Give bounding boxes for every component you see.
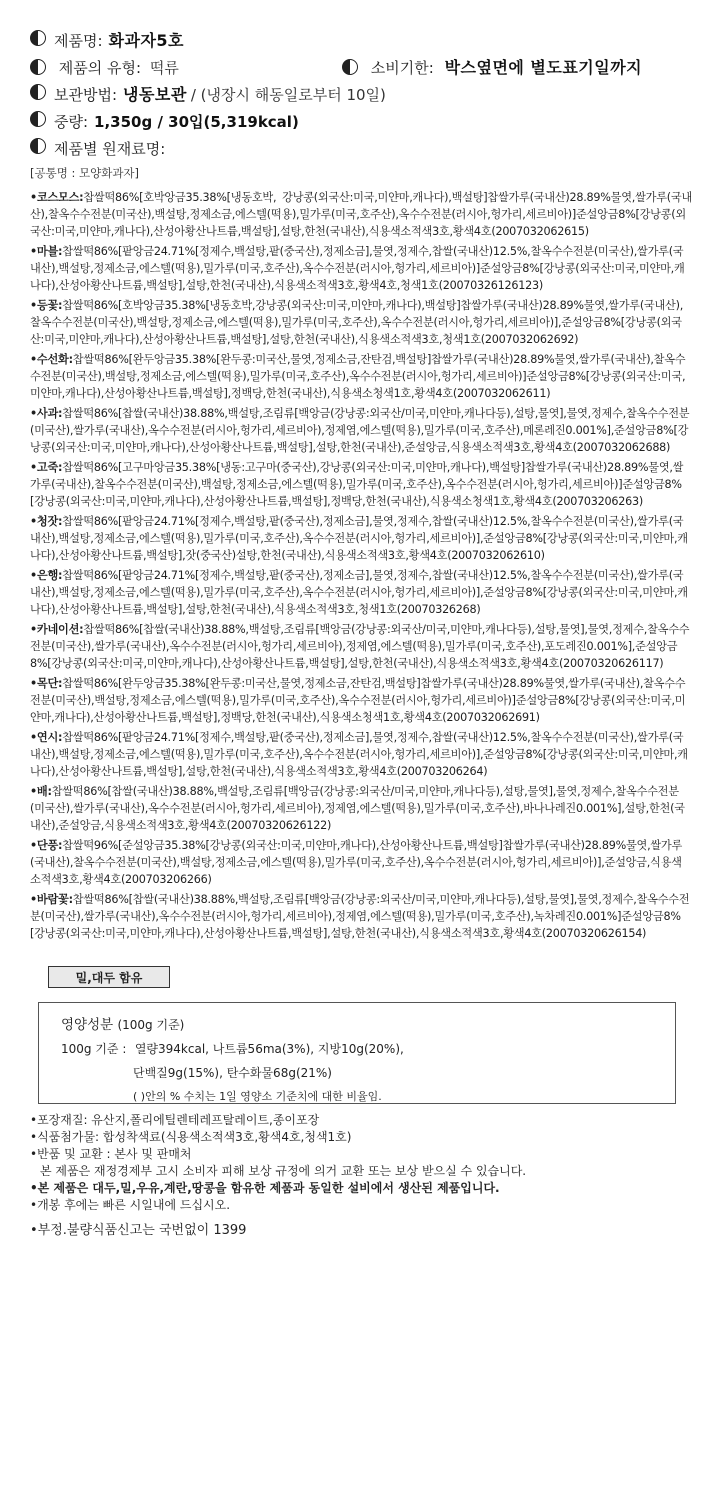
ingredient-name: •고죽: xyxy=(30,461,63,474)
half-circle-icon xyxy=(342,59,358,75)
ingredient-name: •마블: xyxy=(30,245,63,258)
weight-value: 1,350g / 30입(5,319kcal) xyxy=(94,113,299,131)
expiry-label: 소비기한: xyxy=(370,59,434,77)
ingredient-name: •단풍: xyxy=(30,839,63,852)
allergy-label-box: 밀,대두 함유 xyxy=(48,966,170,988)
ingredient-item xyxy=(30,513,692,564)
ingredient-item xyxy=(30,783,692,834)
ingredient-name: •청잣: xyxy=(30,515,63,528)
ingredient-name: •연시: xyxy=(30,731,63,744)
ingredient-text: 찹쌀떡86%[완두앙금35.38%[완두콩:미국산,물엿,정제소금,잔탄검,백설탕]찹쌀가루(국내산)28.89%물엿,쌀가루(국내산),찰옥수수전분(미국산),백설탕,정제소금,에스텔(떡용),밀가루(미국,호주산),옥수수전분(러시아,헝가리,세르비아)]준설앙금8%[강낭콩(외국산:미국,미얀마,캐나다),산성아황산나트륨,백설탕],정백당,한천(국내산),식용색소청색1호,황색4호(2007032062691) xyxy=(30,677,686,724)
ingredient-text: 찹쌀떡86%[팥앙금24.71%[정제수,백설탕,팥(중국산),정제소금],물엿,정제수,찹쌀(국내산)12.5%,찰옥수수전분(미국산),쌀가루(국내산),백설탕,정제소금,에스텔(떡용),밀가루(미국,호주산),옥수수전분(러시아,헝가리,세르비아)],준설앙금8%[강낭콩(외국산:미국,미얀마,캐나다),산성아황산나트륨,백설탕],잣(중국산)설탕,한천(국내산),식용색소적색3호,황색4호(2007032062610) xyxy=(30,515,688,562)
ingredient-item xyxy=(30,351,692,402)
ingredient-item xyxy=(30,459,692,510)
nutrition-note: ( )안의 % 수치는 1일 영양소 기준치에 대한 비율임. xyxy=(133,1090,382,1103)
product-type: 떡류 xyxy=(149,59,179,77)
ingredient-item xyxy=(30,567,692,618)
nutrition-title: 영양성분 xyxy=(61,1017,114,1033)
ingredient-text: 찹쌀떡86%[팥앙금24.71%[정제수,백설탕,팥(중국산),정제소금],물엿,정제수,찹쌀(국내산)12.5%,찰옥수수전분(미국산),쌀가루(국내산),백설탕,정제소금,에스텔(떡용),밀가루(미국,호주산),옥수수전분(러시아,헝가리,세르비아)],준설앙금8%[강낭콩(외국산:미국,미얀마,캐나다),산성아황산나트륨,백설탕],설탕,한천(국내산),식용색소적색3호,황색4호(200703206264) xyxy=(30,731,688,778)
storage-note: / (냉장시 해동일로부터 10일) xyxy=(190,86,386,104)
ingredients-list xyxy=(30,189,720,942)
half-circle-icon xyxy=(30,111,46,127)
ingredient-name: •등꽃: xyxy=(30,299,63,312)
allergy-warning: •본 제품은 대두,밀,우유,계란,땅콩을 함유한 제품과 동일한 설비에서 생산된 제품입니다. xyxy=(30,1181,500,1195)
product-name-label: 제품명: xyxy=(54,32,103,50)
ingredients-heading-row xyxy=(30,138,720,160)
ingredient-item xyxy=(30,405,692,456)
ingredient-text: 찹쌀떡86%[찹쌀(국내산)38.88%,백설탕,조림류[백앙금(강낭콩:외국산/미국,미얀마,캐나다등),설탕,물엿],물엿,정제수,찰옥수수전분(미국산),쌀가루(국내산),옥수수전분(러시아,헝가리,세르비아),정제염,에스텔(떡용),밀가루(미국,호주산),녹차레진0.001%]준설앙금8%[강낭콩(외국산:미국,미얀마,캐나다),산성아황산나트륨,백설탕],설탕,한천(국내산),식용색소적색3호,황색4호(20070320626154) xyxy=(30,893,690,940)
weight-label: 중량: xyxy=(54,113,89,131)
expiry-value: 박스옆면에 별도표기일까지 xyxy=(444,58,643,77)
product-type-label: 제품의 유형: xyxy=(58,59,142,77)
product-name-row xyxy=(30,30,720,52)
ingredient-item xyxy=(30,297,692,348)
type-expiry-row xyxy=(30,57,720,79)
additives-info: •식품첨가물: 합성착색료(식용색소적색3호,황색4호,청색1호) xyxy=(30,1130,352,1144)
ingredient-text: 찹쌀떡86%[팥앙금24.71%[정제수,백설탕,팥(중국산),정제소금],물엿,정제수,찹쌀(국내산)12.5%,찰옥수수전분(미국산),쌀가루(국내산),백설탕,정제소금,에스텔(떡용),밀가루(미국,호주산),옥수수전분(러시아,헝가리,세르비아)],준설앙금8%[강낭콩(외국산:미국,미얀마,캐나다),산성아황산나트륨,백설탕],설탕,한천(국내산),식용색소적색3호,청색1호(20070326268) xyxy=(30,569,688,616)
half-circle-icon xyxy=(30,84,46,100)
ingredient-item xyxy=(30,729,692,780)
report-line: •부정.불량식품신고는 국번없이 1399 xyxy=(30,1223,247,1238)
ingredient-name: •코스모스: xyxy=(30,191,84,204)
nutrition-basis: (100g 기준) xyxy=(117,1018,185,1032)
ingredient-text: 찹쌀떡86%[팥앙금24.71%[정제수,백설탕,팥(중국산),정제소금],물엿,정제수,찹쌀(국내산)12.5%,찰옥수수전분(미국산),쌀가루(국내산),백설탕,정제소금,에스텔(떡용),밀가루(미국,호주산),옥수수전분(러시아,헝가리,세르비아)]준설앙금8%[강낭콩(외국산:미국,미얀마,캐나다),산성아황산나트륨,백설탕],설탕,한천(국내산),식용색소적색3호,황색4호,청색1호(20070326126123) xyxy=(30,245,685,292)
nutrition-title-row xyxy=(61,1013,675,1033)
ingredient-text: 찹쌀떡86%[찹쌀(국내산)38.88%,백설탕,조림류[백앙금(강낭콩:외국산/미국,미얀마,캐나다등),설탕,물엿],물엿,정제수,찰옥수수전분(미국산),쌀가루(국내산),옥수수전분(러시아,헝가리,세르비아),정제염,에스텔(떡용),밀가루(미국,호주산),메론레진0.001%],준설앙금8%[강낭콩(외국산:미국,미얀마,캐나다),산성아황산나트륨,백설탕],설탕,한천(국내산),준설앙금,식용색소적색3호,황색4호(2007032062688) xyxy=(30,407,690,454)
ingredient-item xyxy=(30,837,692,888)
storage-label: 보관방법: xyxy=(54,86,118,104)
ingredient-text: 찹쌀떡86%[찹쌀(국내산)38.88%,백설탕,조림류[백앙금(강낭콩:외국산/미국,미얀마,캐나다등),설탕,물엿],물엿,정제수,찰옥수수전분(미국산),쌀가루(국내산),옥수수전분(러시아,헝가리,세르비아),정제염,에스텔(떡용),밀가루(미국,호주산),포도레진0.001%],준설앙금8%[강낭콩(외국산:미국,미얀마,캐나다),산성아황산나트륨,백설탕],설탕,한천(국내산),식용색소적색3호,황색4호(20070320626117) xyxy=(30,623,690,670)
ingredient-text: 찹쌀떡86%[찹쌀(국내산)38.88%,백설탕,조림류[백앙금(강낭콩:외국산/미국,미얀마,캐나다등),설탕,물엿],물엿,정제수,찰옥수수전분(미국산),쌀가루(국내산),옥수수전분(러시아,헝가리,세르비아),정제염,에스텔(떡용),밀가루(미국,호주산),바나나레진0.001%],설탕,한천(국내산),준설앙금,식용색소적색3호,황색4호(20070320626122) xyxy=(30,785,685,832)
ingredient-text: 찹쌀떡86%[고구마앙금35.38%[냉동:고구마(중국산),강낭콩(외국산:미국,미얀마,캐나다),백설탕]찹쌀가루(국내산)28.89%물엿,쌀가루(국내산),찰옥수수전분(미국산),백설탕,정제소금,에스텔(떡용),밀가루(미국,호주산),옥수수전분(러시아,헝가리,세르비아)]준설앙금8%[강낭콩(외국산:미국,미얀마,캐나다),산성아황산나트륨,백설탕],정백당,한천(국내산),식용색소청색1호,황색4호(200703206263) xyxy=(30,461,684,508)
ingredient-item xyxy=(30,621,692,672)
half-circle-icon xyxy=(30,138,46,154)
nutrition-box xyxy=(38,1002,676,1104)
ingredient-name: •은행: xyxy=(30,569,63,582)
nutrition-row-2: 단백질9g(15%), 탄수화물68g(21%) xyxy=(133,1066,332,1080)
ingredient-item xyxy=(30,891,692,942)
ingredient-text: 찹쌀떡86%[호박앙금35.38%[냉동호박,강낭콩(외국산:미국,미얀마,캐나다),백설탕]찹쌀가루(국내산)28.89%물엿,쌀가루(국내산),찰옥수수전분(미국산),백설탕,정제소금,에스텔(떡용),밀가루(미국,호주산),옥수수전분(러시아,헝가리,세르비아)],준설앙금8%[강낭콩(외국산:미국,미얀마,캐나다),산성아황산나트륨,백설탕],설탕,한천(국내산),식용색소적색3호,청색1호(2007032062692) xyxy=(30,299,684,346)
ingredient-text: 찹쌀떡86%[완두앙금35.38%[완두콩:미국산,물엿,정제소금,잔탄검,백설탕]찹쌀가루(국내산)28.89%물엿,쌀가루(국내산),찰옥수수전분(미국산),백설탕,정제소금,에스텔(떡용),밀가루(미국,호주산),옥수수전분(러시아,헝가리,세르비아)]준설앙금8%[강낭콩(외국산:미국,미얀마,캐나다),산성아황산나트륨,백설탕],정백당,한천(국내산),식용색소청색1호,황색4호(2007032062611) xyxy=(30,353,686,400)
half-circle-icon xyxy=(30,59,46,75)
after-opening-note: •개봉 후에는 빠른 시일내에 드십시오. xyxy=(30,1198,231,1212)
weight-row xyxy=(30,111,720,133)
ingredient-item xyxy=(30,189,692,240)
ingredient-item xyxy=(30,243,692,294)
ingredient-name: •바람꽃: xyxy=(30,893,73,906)
returns-text: 본 제품은 재정경제부 고시 소비자 피해 보상 규정에 의거 교환 또는 보상 받으실 수 있습니다. xyxy=(40,1164,527,1178)
ingredient-name: •사과: xyxy=(30,407,63,420)
packaging-info: •포장재질: 유산지,폴리에틸렌테레프탈레이트,종이포장 xyxy=(30,1113,320,1127)
common-name: [공통명 : 모양화과자] xyxy=(30,166,140,180)
ingredient-name: •배: xyxy=(30,785,52,798)
ingredient-text: 찹쌀떡96%[준설앙금35.38%[강낭콩(외국산:미국,미얀마,캐나다),산성아황산나트륨,백설탕]찹쌀가루(국내산)28.89%물엿,쌀가루(국내산),찰옥수수전분(미국산),백설탕,정제소금,에스텔(떡용),밀가루(미국,호주산),옥수수전분(러시아,헝가리,세르비아)],준설앙금,식용색소적색3호,황색4호(200703206266) xyxy=(30,839,683,886)
half-circle-icon xyxy=(30,30,46,46)
ingredient-name: •수선화: xyxy=(30,353,73,366)
returns-title: •반품 및 교환 : 본사 및 판매처 xyxy=(30,1147,192,1161)
storage-value: 냉동보관 xyxy=(123,85,187,104)
nutrition-row-1 xyxy=(61,1041,675,1057)
ingredient-item xyxy=(30,675,692,726)
nutrition-row-prefix: 100g 기준 : xyxy=(61,1042,127,1056)
ingredient-text: 찹쌀떡86%[호박앙금35.38%[냉동호박, 강낭콩(외국산:미국,미얀마,캐나다),백설탕]찹쌀가루(국내산)28.89%물엿,쌀가루(국내산),찰옥수수전분(미국산),백설탕,정제소금,에스텔(떡용),밀가루(미국,호주산),옥수수전분(러시아,헝가리,세르비아)]준설앙금8%[강낭콩(외국산:미국,미얀마,캐나다),산성아황산나트륨,백설탕],설탕,한천(국내산),식용색소적색3호,황색4호(2007032062615) xyxy=(30,191,692,238)
storage-row xyxy=(30,84,720,106)
product-name: 화과자5호 xyxy=(108,31,184,50)
ingredient-name: •목단: xyxy=(30,677,63,690)
ingredient-name: •카네이션: xyxy=(30,623,84,636)
nutrition-row-1-values: 열량394kcal, 나트륨56ma(3%), 지방10g(20%), xyxy=(134,1042,404,1056)
ingredients-label: 제품별 원재료명: xyxy=(54,140,166,158)
